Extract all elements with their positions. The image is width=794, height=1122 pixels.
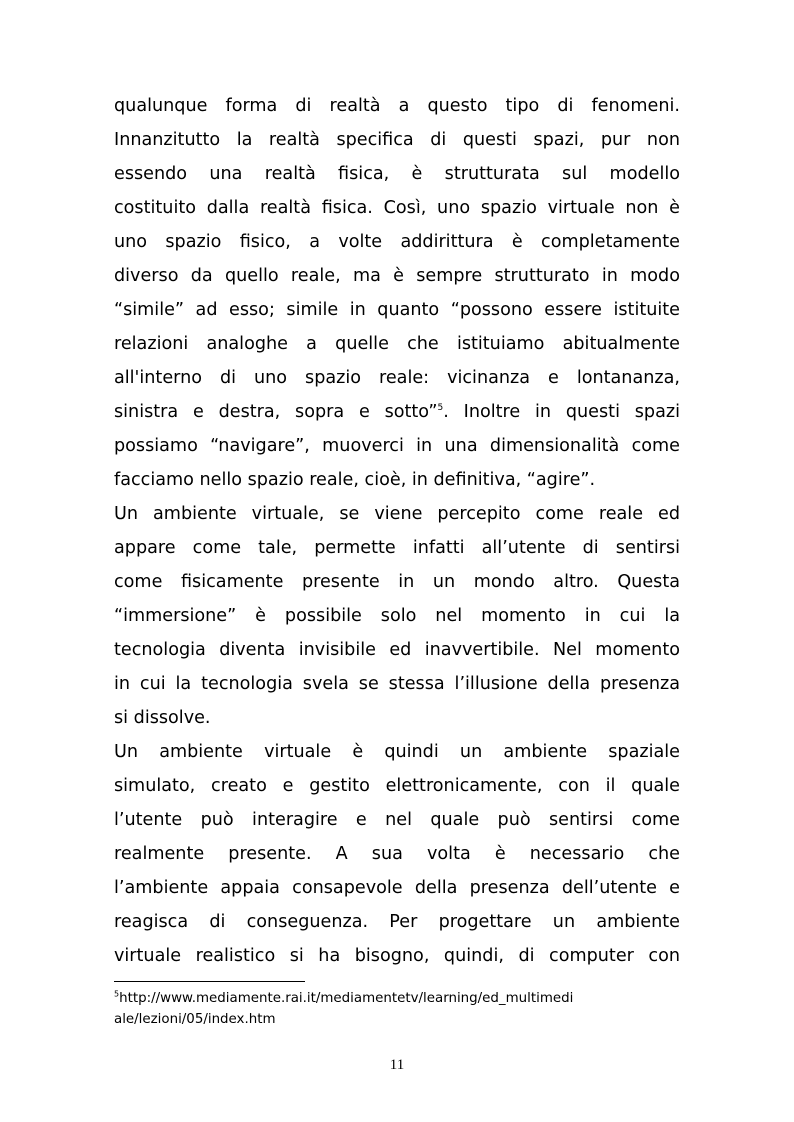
body-line: reagisca di conseguenza. Per progettare un ambiente — [114, 912, 680, 932]
footnote-line — [114, 988, 682, 1009]
body-line: Un ambiente virtuale, se viene percepito come reale ed — [114, 504, 680, 524]
page-number: 11 — [389, 1057, 405, 1073]
body-line: possiamo “navigare”, muoverci in una dimensionalità come — [114, 436, 680, 456]
body-line: uno spazio fisico, a volte addirittura è completamente — [114, 232, 680, 252]
body-line: simulato, creato e gestito elettronicamente, con il quale — [114, 776, 680, 796]
body-line: l’ambiente appaia consapevole della presenza dell’utente e — [114, 878, 680, 898]
body-line: all'interno di uno spazio reale: vicinanza e lontananza, — [114, 368, 680, 388]
body-line: in cui la tecnologia svela se stessa l’illusione della presenza — [114, 674, 680, 694]
body-line: diverso da quello reale, ma è sempre strutturato in modo — [114, 266, 680, 286]
body-line: facciamo nello spazio reale, cioè, in definitiva, “agire”. — [114, 470, 596, 490]
body-line: virtuale realistico si ha bisogno, quindi, di computer con — [114, 946, 680, 966]
footnote-reference: 5 — [437, 403, 444, 414]
footnote-marker: 5 — [114, 989, 120, 999]
body-line: realmente presente. A sua volta è necessario che — [114, 844, 680, 864]
footnote-separator — [114, 981, 305, 982]
body-line: “immersione” è possibile solo nel momento in cui la — [114, 606, 680, 626]
body-line: “simile” ad esso; simile in quanto “possono essere istituite — [114, 300, 680, 320]
body-text — [114, 89, 680, 973]
body-line: Innanzitutto la realtà specifica di questi spazi, pur non — [114, 130, 680, 150]
body-line-part: sinistra e destra, sopra e sotto” — [114, 402, 438, 422]
body-line: l’utente può interagire e nel quale può sentirsi come — [114, 810, 680, 830]
body-line: Un ambiente virtuale è quindi un ambiente spaziale — [114, 742, 680, 762]
body-line: come fisicamente presente in un mondo altro. Questa — [114, 572, 680, 592]
body-line: appare come tale, permette infatti all’utente di sentirsi — [114, 538, 680, 558]
body-line: costituito dalla realtà fisica. Così, uno spazio virtuale non è — [114, 198, 680, 218]
body-line: qualunque forma di realtà a questo tipo di fenomeni. — [114, 96, 680, 116]
footnote-url-part: ale/lezioni/05/index.htm — [114, 1012, 276, 1027]
body-line-part: . Inoltre in questi spazi — [443, 402, 680, 422]
body-line: relazioni analoghe a quelle che istituiamo abitualmente — [114, 334, 680, 354]
body-line: si dissolve. — [114, 708, 211, 728]
footnote-url-part: http://www.mediamente.rai.it/mediamentetv/learning/ed_multimedi — [119, 991, 574, 1006]
body-line: tecnologia diventa invisibile ed inavvertibile. Nel momento — [114, 640, 680, 660]
body-line-with-footnote-ref — [114, 395, 680, 429]
footnote — [114, 988, 682, 1030]
body-line: essendo una realtà fisica, è strutturata sul modello — [114, 164, 680, 184]
